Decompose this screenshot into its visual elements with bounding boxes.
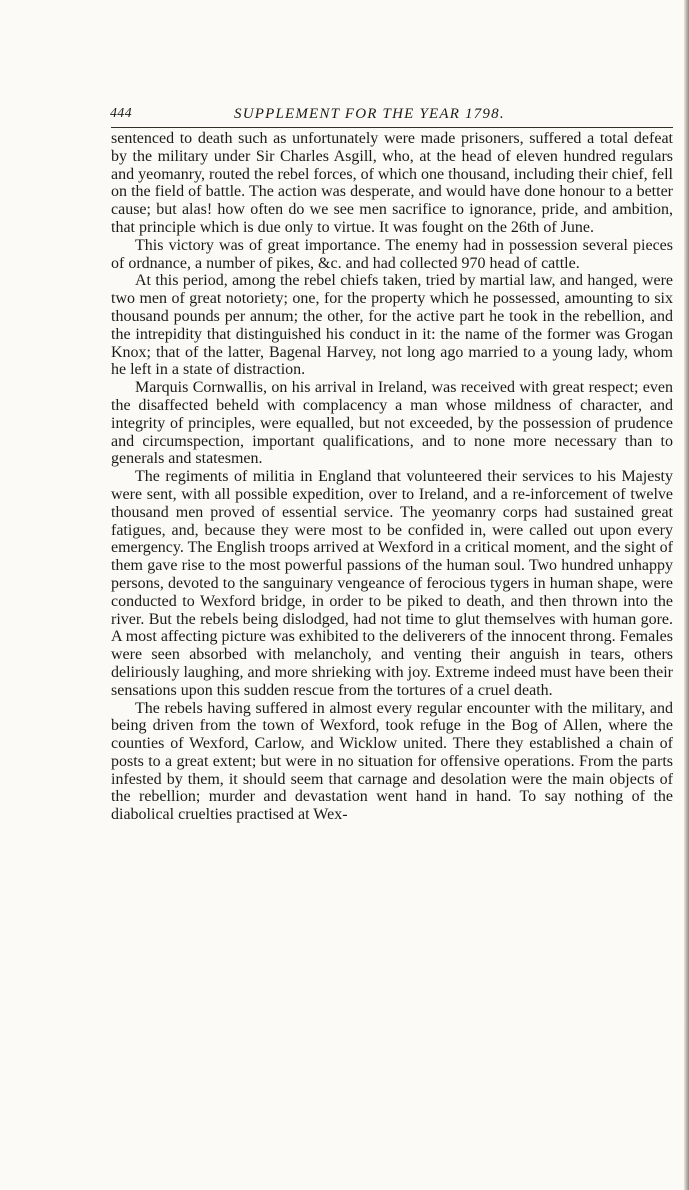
page-edge-shadow xyxy=(684,0,689,1190)
paragraph-victory: This victory was of great importance. The enemy had in possession several pieces of ordnance, a number of pikes, &c. and had collected 970 head of cattle. xyxy=(111,236,673,272)
paragraph-continued: sentenced to death such as unfortunately were made prisoners, suffered a total defeat by the military under Sir Charles Asgill, who, at the head of eleven hundred regulars and yeomanry, routed the rebel forces, of which one thousand, including their chief, fell on the field of battle. The action was desperate, and would have done honour to a better cause; but alas! how often do we see men sacrifice to ignorance, pride, and ambition, that principle which is due only to virtue. It was fought on the 26th of June. xyxy=(111,130,673,236)
paragraph-rebel-chiefs: At this period, among the rebel chiefs taken, tried by martial law, and hanged, were two men of great notoriety; one, for the property which he possessed, amounting to six thousand pounds per annum; the other, for the active part he took in the rebellion, and the intrepidity that distinguished his conduct in it: the name of the former was Grogan Knox; that of the latter, Bagenal Harvey, not long ago married to a young lady, whom he left in a state of distraction. xyxy=(111,272,673,379)
page-header xyxy=(110,106,670,128)
running-head: SUPPLEMENT FOR THE YEAR 1798. xyxy=(234,106,505,122)
page-number: 444 xyxy=(110,106,132,121)
paragraph-cornwallis: Marquis Cornwallis, on his arrival in Ireland, was received with great respect; even the disaffected beheld with complacency a man whose mildness of character, and integrity of principles, were equalled, but not exceeded, by the possession of prudence and circumspection, important qualifications, and to none more necessary than to generals and statesmen. xyxy=(111,379,673,468)
paragraph-bog-of-allen: The rebels having suffered in almost every regular encounter with the military, and being driven from the town of Wexford, took refuge in the Bog of Allen, where the counties of Wexford, Carlow, and Wicklow united. There they established a chain of posts to a great extent; but were in no situation for offensive operations. From the parts infested by them, it should seem that carnage and desolation were the main objects of the rebellion; murder and devastation went hand in hand. To say nothing of the diabolical cruelties practised at Wex- xyxy=(111,699,673,824)
header-rule xyxy=(111,127,673,128)
body-text xyxy=(111,130,673,1170)
paragraph-militia: The regiments of militia in England that volunteered their services to his Majesty were sent, with all possible expedition, over to Ireland, and a re-inforcement of twelve thousand men proved of essential service. The yeomanry corps had sustained great fatigues, and, because they were most to be confided in, were called out upon every emergency. The English troops arrived at Wexford in a critical moment, and the sight of them gave rise to the most powerful passions of the human soul. Two hundred unhappy persons, devoted to the sanguinary vengeance of ferocious tygers in human shape, were conducted to Wexford bridge, in order to be piked to death, and then thrown into the river. But the rebels being dislodged, had not time to glut themselves with human gore. A most affecting picture was exhibited to the deliverers of the innocent throng. Females were seen absorbed with melancholy, and venting their anguish in tears, others deliriously laughing, and more shrieking with joy. Extreme indeed must have been their sensations upon this sudden rescue from the tortures of a cruel death. xyxy=(111,468,673,699)
